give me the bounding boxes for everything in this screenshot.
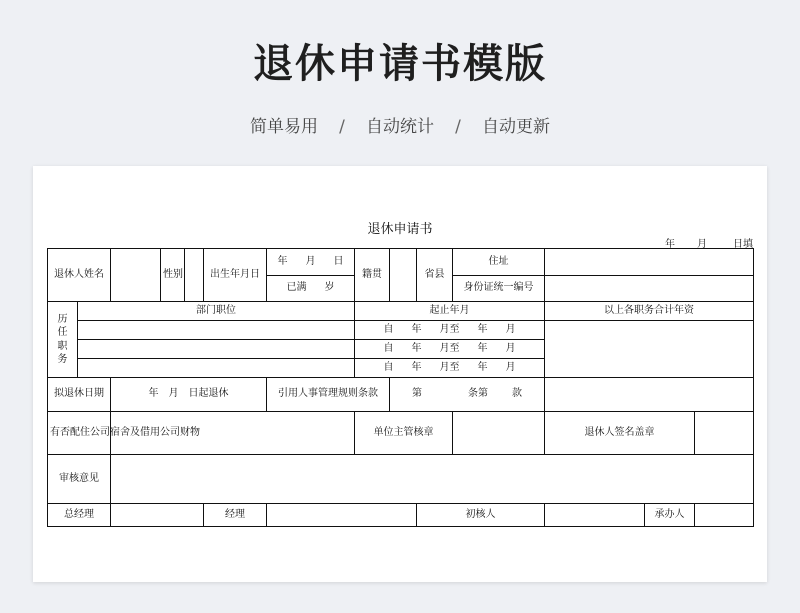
address-label: 住址 <box>453 249 545 276</box>
feature-auto-stats: 自动统计 <box>366 117 434 137</box>
feature-tagline <box>0 112 800 137</box>
dept-position-header: 部门职位 <box>78 302 355 321</box>
retirement-form-table <box>47 248 754 527</box>
handler-field[interactable] <box>695 504 754 527</box>
age-suffix: 岁 <box>324 282 335 294</box>
regulation-label: 引用人事管理规则条款 <box>267 378 390 412</box>
dept-position-field[interactable] <box>78 321 355 340</box>
supervisor-check-label: 单位主管核章 <box>355 412 453 455</box>
applicant-sign-field[interactable] <box>695 412 754 455</box>
birth-day-unit: 日 <box>333 255 344 267</box>
fill-date-year: 年 <box>665 239 675 250</box>
id-number-label: 身份证统一编号 <box>453 276 545 302</box>
manager-field[interactable] <box>267 504 417 527</box>
review-opinion-label: 审核意见 <box>48 455 111 504</box>
period-field[interactable]: 自 年 月至 年 月 <box>355 321 545 340</box>
separator: / <box>339 117 345 137</box>
general-manager-label: 总经理 <box>48 504 111 527</box>
gender-label: 性别 <box>161 249 185 302</box>
feature-easy: 简单易用 <box>250 117 318 137</box>
fill-date-month: 月 <box>697 239 707 250</box>
total-salary-field[interactable] <box>545 321 754 378</box>
birth-year-unit: 年 <box>277 255 288 267</box>
planned-date-label: 拟退休日期 <box>48 378 111 412</box>
province-county-label: 省县 <box>417 249 453 302</box>
native-place-field[interactable] <box>390 249 417 302</box>
assets-label: 有否配住公司宿舍及借用公司财物 <box>48 412 111 455</box>
applicant-name-field[interactable] <box>111 249 161 302</box>
dept-position-field[interactable] <box>78 340 355 359</box>
birth-date-label: 出生年月日 <box>204 249 267 302</box>
total-salary-header: 以上各职务合计年资 <box>545 302 754 321</box>
applicant-sign-label: 退休人签名盖章 <box>545 412 695 455</box>
handler-label: 承办人 <box>645 504 695 527</box>
clause-field[interactable]: 第 条第 款 <box>390 378 545 412</box>
general-manager-field[interactable] <box>111 504 204 527</box>
birth-date-field[interactable] <box>267 249 355 276</box>
age-prefix: 已满 <box>286 282 307 294</box>
dept-position-field[interactable] <box>78 359 355 378</box>
period-field[interactable]: 自 年 月至 年 月 <box>355 359 545 378</box>
native-place-label: 籍贯 <box>355 249 390 302</box>
applicant-name-label: 退休人姓名 <box>48 249 111 302</box>
planned-date-field[interactable]: 年 月 日起退休 <box>111 378 267 412</box>
form-title: 退休申请书 <box>367 222 433 237</box>
age-field[interactable] <box>267 276 355 302</box>
first-reviewer-label: 初核人 <box>417 504 545 527</box>
birth-month-unit: 月 <box>305 255 316 267</box>
period-header: 起止年月 <box>355 302 545 321</box>
separator: / <box>455 117 461 137</box>
page-title: 退休申请书模版 <box>253 41 547 87</box>
manager-label: 经理 <box>204 504 267 527</box>
gender-field[interactable] <box>185 249 204 302</box>
id-number-field[interactable] <box>545 276 754 302</box>
feature-auto-update: 自动更新 <box>482 117 550 137</box>
review-opinion-field[interactable] <box>111 455 754 504</box>
period-field[interactable]: 自 年 月至 年 月 <box>355 340 545 359</box>
address-field[interactable] <box>545 249 754 276</box>
form-paper <box>33 166 767 582</box>
fill-date-day: 日填 <box>733 239 753 250</box>
clause-extra-field[interactable] <box>545 378 754 412</box>
history-side-label: 历任职务 <box>48 302 78 378</box>
supervisor-check-field[interactable] <box>453 412 545 455</box>
first-reviewer-field[interactable] <box>545 504 645 527</box>
